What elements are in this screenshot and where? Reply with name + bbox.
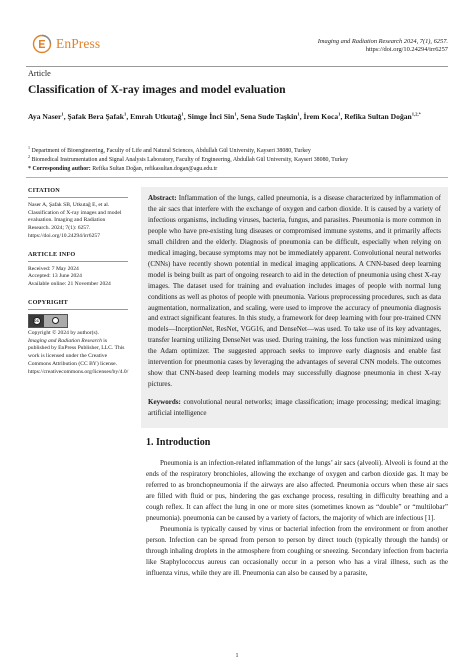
page-number: 1 <box>235 653 239 659</box>
copyright-statement: Imaging and Radiation Research is published by EnPress Publisher, LLC. This work is licensed under the Creative Commons Attribution (CC BY) license. https://creativecommons.org/licenses/by/4.0/ <box>28 337 129 375</box>
article-sidebar <box>28 187 128 387</box>
citation-text: Naser A, Şafak SB, Utkutağ E, et al. Classification of X-ray images and model evaluation. Imaging and Radiation Research. 2024; 7(1): 6257. https://doi.org/10.24294/irr6257 <box>28 201 122 239</box>
copyright-line: Copyright © 2024 by author(s). <box>28 329 99 336</box>
journal-citation-line: Imaging and Radiation Research 2024, 7(1), 6257. <box>317 38 448 45</box>
section-heading-introduction: 1. Introduction <box>146 437 211 448</box>
author-name: Şafak Bera Şafak$^1$ <box>67 111 127 121</box>
article-info-heading: ARTICLE INFO <box>28 251 128 262</box>
publisher-name: EnPress <box>56 36 101 51</box>
section-divider <box>26 177 448 178</box>
enpress-logo-icon <box>32 34 52 54</box>
affiliation-1: $^1$ Department of Bioengineering, Faculty of Life and Natural Sciences, Abdullah Gül University, Kayseri 38080, Turkey <box>28 145 311 154</box>
received-date: Received: 7 May 2024 <box>28 265 79 272</box>
author-name: Emrah Utkutağ$^1$ <box>130 111 184 121</box>
accepted-date: Accepted: 13 June 2024 <box>28 273 82 280</box>
introduction-body <box>146 458 448 578</box>
abstract-box <box>141 187 448 428</box>
author-name: Simge İnci Sin$^1$ <box>187 111 237 121</box>
corresponding-author: * Corresponding author: Refika Sultan Doğan, refikasultan.dogan@agu.edu.tr <box>28 166 218 172</box>
affiliations <box>28 147 448 174</box>
cc-by-license-badge[interactable] <box>28 314 68 328</box>
abstract-text: Inflammation of the lungs, called pneumonia, is a disease characterized by inflammation of the air sacs that interfere with the exchange of oxygen and carbon dioxide. It is caused by a variety of infectious organisms, including viruses, bacteria, fungus, and parasites. Pneumonia is more common in people who have pre-existing lung diseases or compromised immune systems, and it primarily affects small children and the elderly. Diagnosis of pneumonia can be difficult, especially when relying on medical imaging, because symptoms may not be immediately apparent. Convolutional neural networks (CNNs) have recently shown potential in medical imaging applications. A CNN-based deep learning model is being built as part of ongoing research to aid in the detection of pneumonia using chest X-ray images. The dataset used for training and evaluation includes images of people with normal lung conditions as well as photos of people with pneumonia. Various preprocessing procedures, such as data augmentation, normalization, and scaling, were used to improve the accuracy of pneumonia diagnosis and extract significant features. In this study, a framework for deep learning with four pre-trained CNN models—InceptionNet, ResNet, VGG16, and DenseNet—was used. To take use of its key advantages, transfer learning utilizing DenseNet was used. During training, the loss function was minimized using the Adam optimizer. The suggested approach seeks to improve early diagnosis and enable fast intervention for pneumonia cases by leveraging the advantages of several CNN models. The outcomes show that CNN-based deep learning models may successfully diagnose pneumonia in chest X-ray pictures. <box>148 194 441 389</box>
header-divider <box>26 66 448 67</box>
corresponding-author-email[interactable]: Refika Sultan Doğan, refikasultan.dogan@agu.edu.tr <box>92 166 218 172</box>
online-date: Available online: 21 November 2024 <box>28 281 111 288</box>
article-title: Classification of X-ray images and model evaluation <box>28 83 286 96</box>
author-name: Refika Sultan Doğan$^{1,2,*}$ <box>344 111 421 121</box>
intro-paragraph: Pneumonia is typically caused by virus or bacterial infection from the environment or from another person. Infection can be spread from person to person by direct touch (typically through the hands) or through inhaling droplets in the atmosphere from coughing or sneezing. Secondary infection from bacteria like Staphylococcus aureus can occasionally occur in a person who has a viral illness, such as the influenza virus, while they are ill. Pneumonia can also be caused by a parasite, <box>146 524 448 577</box>
affiliation-2: $^2$ Biomedical Instrumentation and Signal Analysis Laboratory, Faculty of Engineering, Abdullah Gül University, Kayseri 38080, Turkey <box>28 154 349 163</box>
author-name: Sena Sude Taşkin$^1$ <box>240 111 300 121</box>
license-link[interactable]: https://creativecommons.org/licenses/by/4.0/ <box>28 368 129 375</box>
publisher-logo[interactable] <box>32 34 100 54</box>
copyright-block <box>28 299 128 377</box>
citation-heading: CITATION <box>28 187 128 198</box>
abstract <box>148 193 441 390</box>
author-name: İrem Koca$^1$ <box>303 111 341 121</box>
article-type: Article <box>28 69 51 78</box>
intro-paragraph: Pneumonia is an infection-related inflammation of the lungs’ air sacs (alveoli). Alveoli is found at the ends of the respiratory bronchioles, allowing the exchange of oxygen and carbon dioxide gas. It may be referred to as bronchopneumonia if the airways are also affected. Pneumonia occurs when these air sacs are filled with fluid or pus, hindering the gas exchange process, resulting in difficulty breathing and a cough reflex. It can affect the lung in one or more sites (sometimes known as “double” or “multilobar” pneumonia). pneumonia can be caused by a variety of factors, the majority of which are infectious [1]. <box>146 459 448 522</box>
keywords-text: convolutional neural networks; image classification; image processing; medical imaging; artificial intelligence <box>148 398 441 418</box>
keywords <box>148 397 441 419</box>
author-list: Aya Naser$^1$, Şafak Bera Şafak$^1$, Emrah Utkutağ$^1$, Simge İnci Sin$^1$, Sena Sude Taşkin$^1$, İrem Koca$^1$, Refika Sultan Doğan$^{1,2,*}$ <box>28 111 421 121</box>
author-name: Aya Naser$^1$ <box>28 111 64 121</box>
citation-block <box>28 187 128 241</box>
abstract-label: Abstract: <box>148 194 177 202</box>
creative-commons-icon: cc <box>34 317 39 323</box>
article-info-block <box>28 251 128 289</box>
copyright-heading: COPYRIGHT <box>28 299 128 310</box>
keywords-label: Keywords: <box>148 398 181 407</box>
journal-info <box>318 38 448 55</box>
journal-doi-link[interactable]: https://doi.org/10.24294/irr6257 <box>365 46 448 54</box>
attribution-icon <box>52 317 59 324</box>
